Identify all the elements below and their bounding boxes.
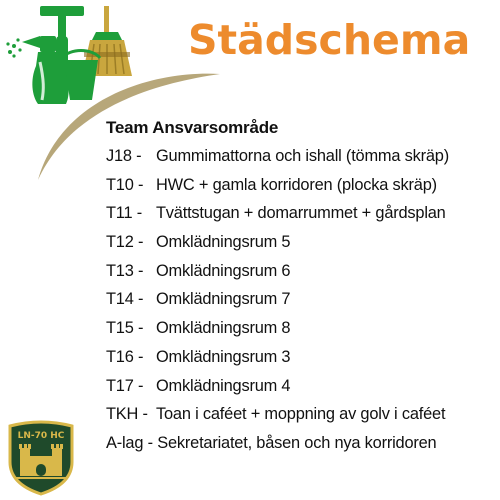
row-task: Omklädningsrum 8 xyxy=(156,319,291,338)
schedule-row xyxy=(106,171,496,200)
row-task: Toan i caféet + moppning av golv i caféet xyxy=(156,405,446,424)
schedule-header xyxy=(106,114,496,142)
row-team: J18 - xyxy=(106,147,142,165)
row-team: TKH - xyxy=(106,405,148,424)
row-team: T16 - xyxy=(106,347,144,366)
row-task: Tvättstugan + domarrummet + gårdsplan xyxy=(156,204,446,223)
row-team: T12 - xyxy=(106,233,144,252)
schedule-row xyxy=(106,257,496,286)
logo-text: LN-70 HC xyxy=(17,431,65,441)
row-task: Omklädningsrum 7 xyxy=(156,290,291,309)
row-team: T10 - xyxy=(106,175,144,194)
schedule-row xyxy=(106,142,496,171)
schedule-row xyxy=(106,400,496,429)
schedule-row xyxy=(106,285,496,314)
schedule-row xyxy=(106,372,496,401)
header-area: Ansvarsområde xyxy=(152,118,279,137)
row-team: T15 - xyxy=(106,319,144,338)
row-task: Gummimattorna och ishall (tömma skräp) xyxy=(156,147,449,165)
row-team: T17 - xyxy=(106,376,144,395)
row-task: Omklädningsrum 5 xyxy=(156,233,291,252)
schedule-row xyxy=(106,314,496,343)
row-team: T14 - xyxy=(106,290,144,309)
schedule-row xyxy=(106,343,496,372)
schedule-row xyxy=(106,199,496,228)
row-team: A-lag - xyxy=(106,433,153,452)
row-task: HWC + gamla korridoren (plocka skräp) xyxy=(156,175,437,194)
row-task: Omklädningsrum 3 xyxy=(156,347,291,366)
header-team: Team xyxy=(106,118,149,137)
row-task: Omklädningsrum 6 xyxy=(156,261,291,280)
schedule-row xyxy=(106,429,496,458)
row-team: T11 - xyxy=(106,204,143,223)
row-team: T13 - xyxy=(106,261,144,280)
club-logo xyxy=(6,418,76,496)
page-title: Städschema xyxy=(188,16,471,64)
row-task: Omklädningsrum 4 xyxy=(156,376,291,395)
schedule-row xyxy=(106,228,496,257)
row-task: Sekretariatet, båsen och nya korridoren xyxy=(157,433,437,452)
cleaning-schedule xyxy=(106,114,496,458)
